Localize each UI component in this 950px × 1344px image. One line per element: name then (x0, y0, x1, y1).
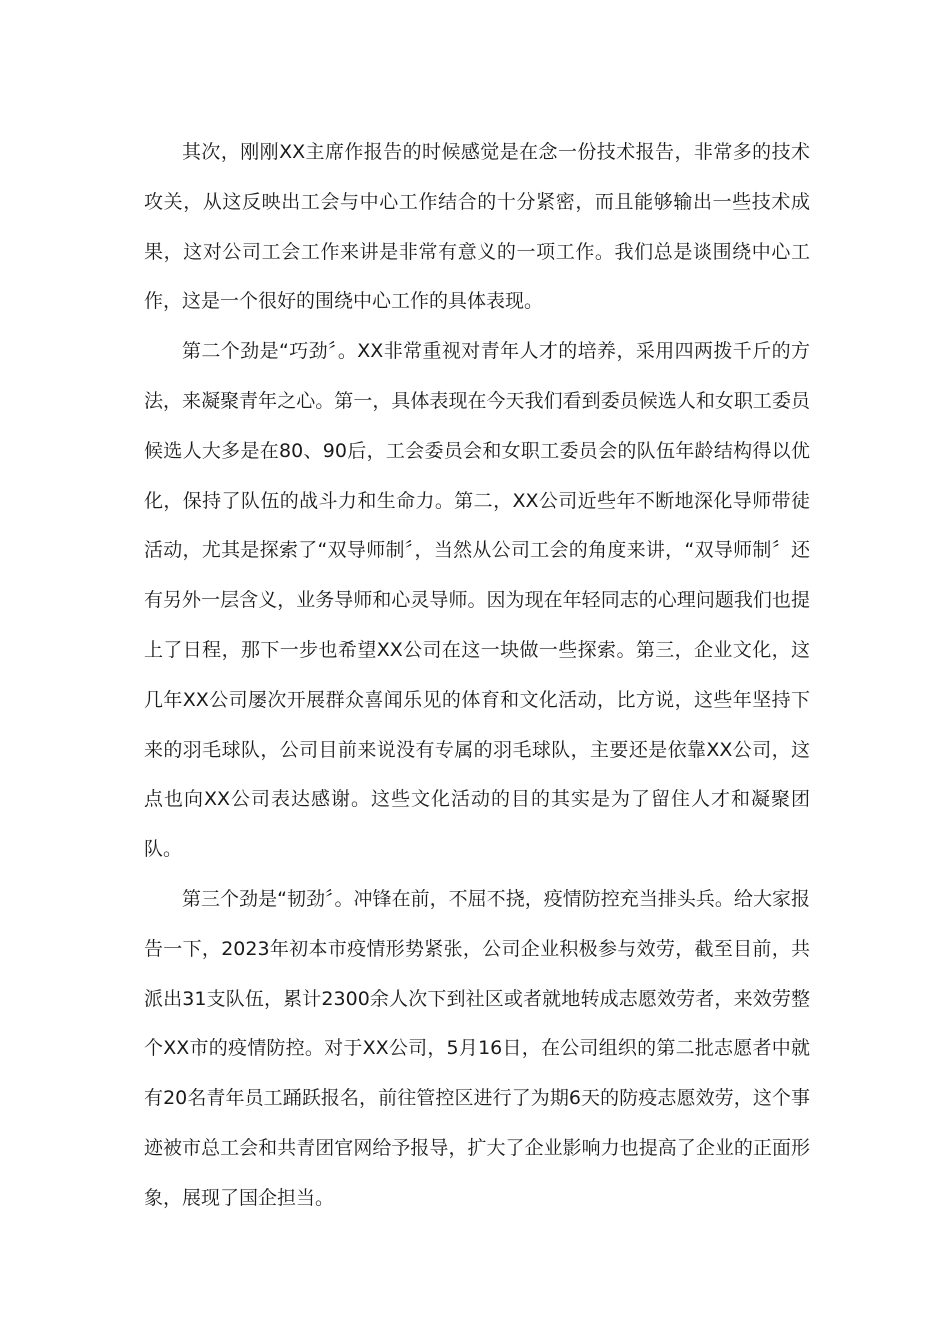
paragraph-skill-effort: 第二个劲是“巧劲〞。XX非常重视对青年人才的培养，采用四两拨千斤的方法，来凝聚青年之心。第一，具体表现在今天我们看到委员候选人和女职工委员候选人大多是在80、90后，工会委员会和女职工委员会的队伍年龄结构得以优化，保持了队伍的战斗力和生命力。第二，XX公司近些年不断地深化导师带徒活动，尤其是探索了“双导师制〞，当然从公司工会的角度来讲，“双导师制〞还有另外一层含义，业务导师和心灵导师。因为现在年轻同志的心理问题我们也提上了日程，那下一步也希望XX公司在这一块做一些探索。第三，企业文化，这几年XX公司屡次开展群众喜闻乐见的体育和文化活动，比方说，这些年坚持下来的羽毛球队，公司目前来说没有专属的羽毛球队，主要还是依靠XX公司，这点也向XX公司表达感谢。这些文化活动的目的其实是为了留住人才和凝聚团队。 (144, 340, 810, 861)
paragraph-tenacity-effort: 第三个劲是“韧劲〞。冲锋在前，不屈不挠，疫情防控充当排头兵。给大家报告一下，2023年初本市疫情形势紧张，公司企业积极参与效劳，截至目前，共派出31支队伍，累计2300余人次下到社区或者就地转成志愿效劳者，来效劳整个XX市的疫情防控。对于XX公司，5月16日，在公司组织的第二批志愿者中就有20名青年员工踊跃报名，前往管控区进行了为期6天的防疫志愿效劳，这个事迹被市总工会和共青团官网给予报导，扩大了企业影响力也提高了企业的正面形象，展现了国企担当。 (144, 887, 810, 1209)
paragraph-core-work: 其次，刚刚XX主席作报告的时候感觉是在念一份技术报告，非常多的技术攻关，从这反映出工会与中心工作结合的十分紧密，而且能够输出一些技术成果，这对公司工会工作来讲是非常有意义的一项工作。我们总是谈围绕中心工作，这是一个很好的围绕中心工作的具体表现。 (144, 141, 810, 313)
document-body (144, 128, 810, 1224)
